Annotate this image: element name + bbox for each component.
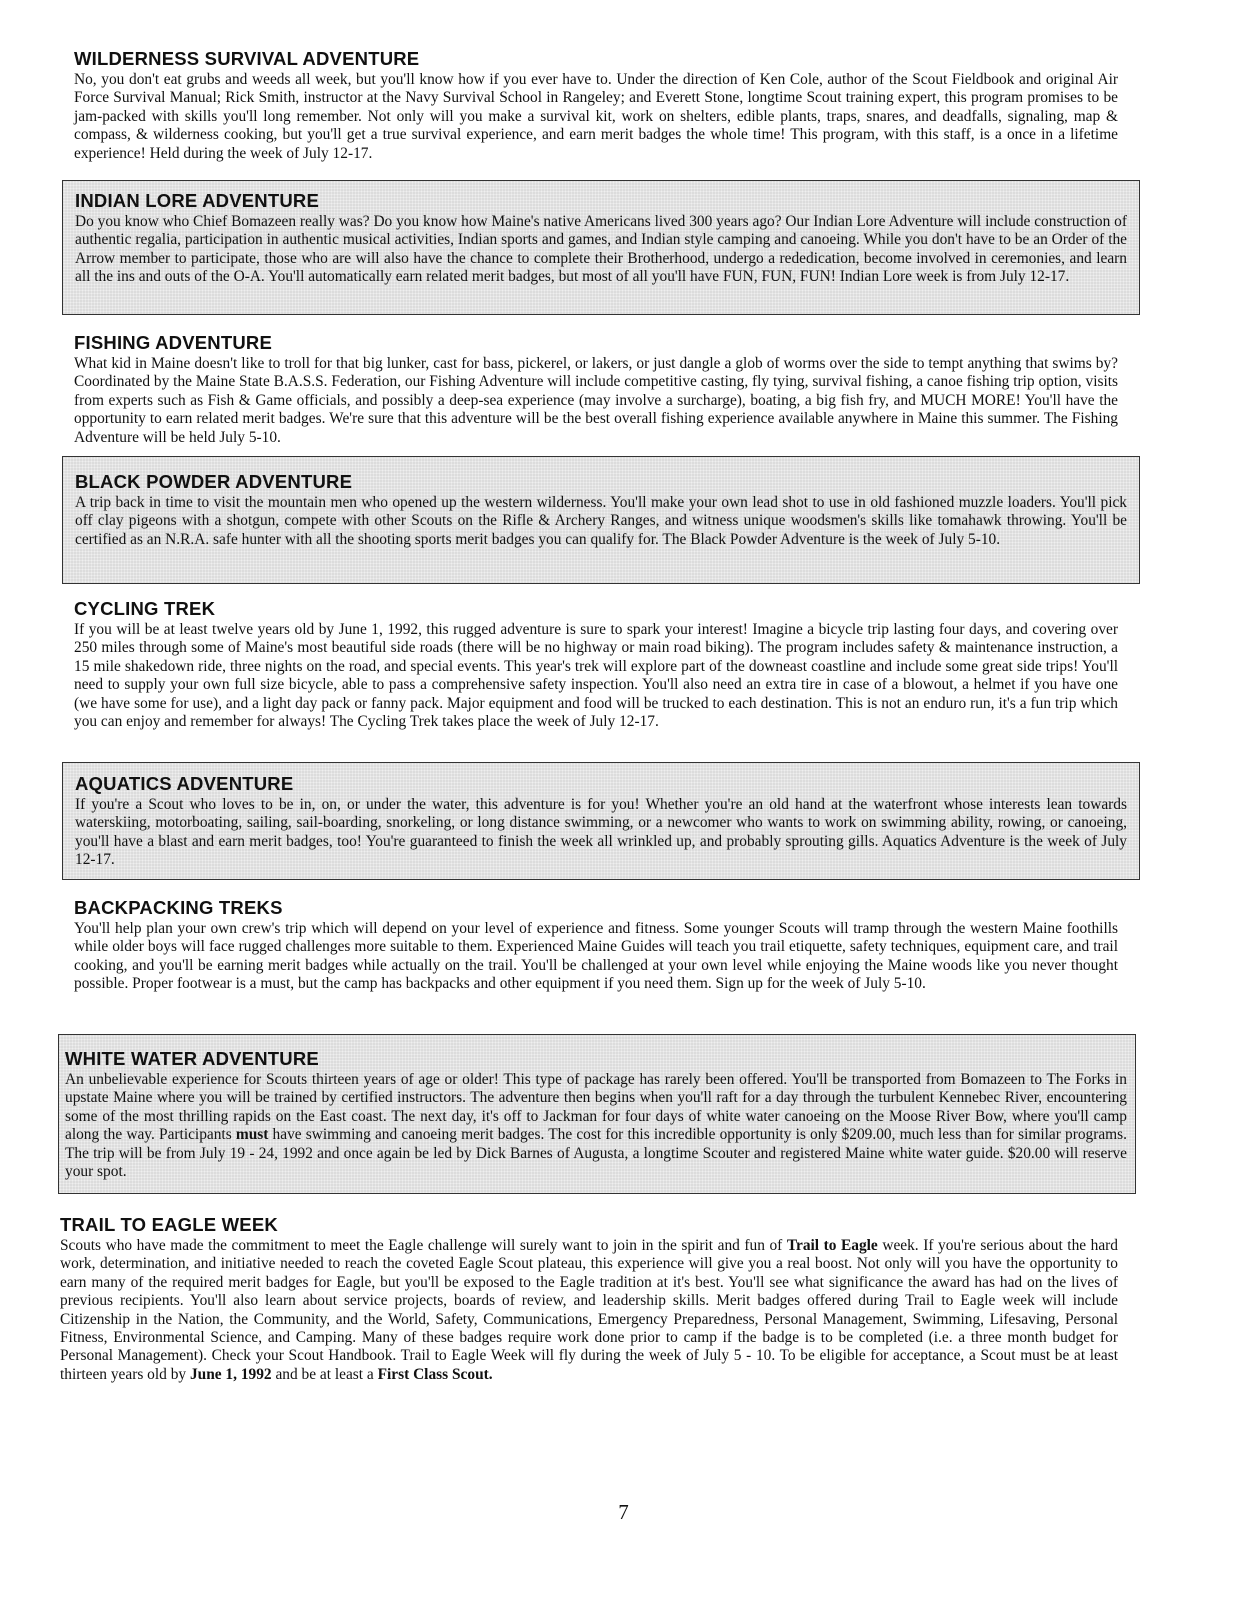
section-trail-to-eagle (60, 1214, 1118, 1384)
text-part: Scouts who have made the commitment to meet the Eagle challenge will surely want to join in the spirit and fun of (60, 1237, 787, 1254)
text-emphasis: Trail to Eagle (786, 1237, 878, 1254)
section-text: What kid in Maine doesn't like to troll for that big lunker, cast for bass, pickerel, or lakers, or just dangle a glob of worms over the side to tempt anything that swims by? Coordinated by the Maine State B.A.S.S. Federation, our Fishing Adventure will include competitive casting, fly tying, survival fishing, a canoe fishing trip option, visits from experts such as Fish & Game officials, and possibly a deep-sea experience (may involve a surcharge), boating, a big fish fry, and MUCH MORE! You'll have the opportunity to earn related merit badges. We're sure that this adventure will be the best overall fishing experience available anywhere in Maine this summer. The Fishing Adventure will be held July 5-10. (74, 355, 1118, 446)
text-part: and be at least a (271, 1365, 378, 1383)
section-title: WILDERNESS SURVIVAL ADVENTURE (74, 48, 420, 69)
section-text (60, 1237, 1118, 1384)
section-fishing (74, 332, 1118, 447)
section-cycling-trek (74, 598, 1118, 731)
section-text: A trip back in time to visit the mountain men who opened up the western wilderness. You'll make your own lead shot to use in old fashioned muzzle loaders. You'll pick off clay pigeons with a shotgun, compete with other Scouts on the Rifle & Archery Ranges, and witness unique woodsmen's skills like tomahawk throwing. You'll be certified as an N.R.A. safe hunter with all the shooting sports merit badges you can qualify for. The Black Powder Adventure is the week of July 5-10. (75, 494, 1127, 548)
section-text: No, you don't eat grubs and weeds all week, but you'll know how if you ever have to. Under the direction of Ken Cole, author of the Scout Fieldbook and original Air Force Survival Manual; Rick Smith, instructor at the Navy Survival School in Rangeley; and Everett Stone, longtime Scout training expert, this program promises to be jam-packed with skills you'll long remember. Not only will you make a survival kit, work on shelters, edible plants, traps, snares, and deadfalls, signaling, map & compass, & wilderness cooking, but you'll get a true survival experience, and earn merit badges the whole time! This program, with this staff, is a once in a lifetime experience! Held during the week of July 12-17. (74, 71, 1118, 162)
section-text: If you're a Scout who loves to be in, on, or under the water, this adventure is for you! Whether you're an old hand at the waterfront whose interests lean towards waterskiing, motorboating, sailing, sail-boarding, snorkeling, or long distance swimming, or a newcomer who wants to work on swimming ability, rowing, or canoeing, you'll have a blast and earn merit badges, too! You're guaranteed to finish the week all wrinkled up, and probably sprouting gills. Aquatics Adventure is the week of July 12-17. (75, 796, 1127, 869)
section-aquatics (62, 762, 1140, 880)
section-text (65, 1071, 1127, 1181)
section-white-water (58, 1034, 1136, 1194)
section-title: TRAIL TO EAGLE WEEK (60, 1214, 278, 1235)
section-title: WHITE WATER ADVENTURE (65, 1048, 319, 1069)
text-part: An unbelievable experience for Scouts thirteen years of age or older! This type of package has rarely been offered. You'll be transported from Bomazeen to The Forks in upstate Maine where you will be trained by certified instructors. The adventure then begins when you'll raft for a day through the turbulent Kennebec River, encountering some of the most thrilling rapids on the East coast. The next day, it's off to Jackman for four days of white water canoeing on the Moose River Bow, where you'll camp along the way. Participants (65, 1071, 1127, 1144)
text-part: have swimming and canoeing merit badges. The cost for this incredible opportunity is only $209.00, much less than for similar programs. The trip will be from July 19 - 24, 1992 and once again be led by Dick Barnes of Augusta, a longtime Scouter and registered Maine white water guide. $20.00 will reserve your spot. (65, 1126, 1127, 1181)
section-text: Do you know who Chief Bomazeen really was? Do you know how Maine's native Americans lived 300 years ago? Our Indian Lore Adventure will include construction of authentic regalia, participation in authentic musical activities, Indian sports and games, and Indian style camping and canoeing. While you don't have to be an Order of the Arrow member to participate, those who are will also have the chance to complete their Brotherhood, undergo a rededication, become involved in ceremonies, and learn all the ins and outs of the O-A. You'll automatically earn related merit badges, but most of all you'll have FUN, FUN, FUN! Indian Lore week is from July 12-17. (75, 213, 1127, 286)
section-black-powder (62, 456, 1140, 584)
text-emphasis: First Class Scout. (377, 1365, 493, 1383)
section-title: FISHING ADVENTURE (74, 332, 273, 353)
section-title: BACKPACKING TREKS (74, 897, 283, 918)
section-text: You'll help plan your own crew's trip which will depend on your level of experience and fitness. Some younger Scouts will tramp through the western Maine foothills while older boys will face rugged challenges more suitable to them. Experienced Maine Guides will teach you trail etiquette, safety techniques, equipment care, and trail cooking, and you'll be earning merit badges while actually on the trail. You'll be challenged at your own level while enjoying the Maine woods like you never thought possible. Proper footwear is a must, but the camp has backpacks and other equipment if you need them. Sign up for the week of July 5-10. (74, 920, 1118, 993)
text-emphasis: June 1, 1992 (189, 1365, 272, 1383)
section-text: If you will be at least twelve years old by June 1, 1992, this rugged adventure is sure to spark your interest! Imagine a bicycle trip lasting four days, and covering over 250 miles through some of Maine's most beautiful side roads (there will be no highway or main road biking). The program includes safety & maintenance instruction, a 15 mile shakedown ride, three nights on the road, and special events. This year's trek will explore part of the downeast coastline and include some great side trips! You'll need to supply your own full size bicycle, able to pass a comprehensive safety inspection. You'll also need an extra tire in case of a blowout, a helmet if you have one (we have some for use), and a light day pack or fanny pack. Major equipment and food will be trucked to each destination. This is not an enduro run, it's a fun trip which you can enjoy and remember for always! The Cycling Trek takes place the week of July 12-17. (74, 621, 1118, 731)
page-number: 7 (618, 1500, 629, 1524)
section-title: AQUATICS ADVENTURE (75, 773, 294, 794)
text-emphasis: must (235, 1126, 269, 1144)
section-title: BLACK POWDER ADVENTURE (75, 471, 353, 492)
section-title: CYCLING TREK (74, 598, 216, 619)
section-backpacking (74, 897, 1118, 994)
section-indian-lore (62, 180, 1140, 315)
section-title: INDIAN LORE ADVENTURE (75, 190, 320, 211)
text-part: week. If you're serious about the hard work, determination, and initiative needed to reach the coveted Eagle Scout plateau, this experience will give you a real boost. Not only will you have the opportunity to earn many of the required merit badges for Eagle, but you'll be exposed to the Eagle tradition at it's best. You'll see what significance the award has had on the lives of previous recipients. You'll also learn about service projects, boards of review, and leadership skills. Merit badges offered during Trail to Eagle week will include Citizenship in the Nation, the Community, and the World, Safety, Communications, Emergency Preparedness, Personal Management, Swimming, Lifesaving, Personal Fitness, Environmental Science, and Camping. Many of these badges require work done prior to camp if the badge is to be completed (i.e. a three month budget for Personal Management). Check your Scout Handbook. Trail to Eagle Week will fly during the week of July 5 - 10. To be eligible for acceptance, a Scout must be at least thirteen years old by (60, 1237, 1119, 1383)
section-wilderness-survival (74, 48, 1118, 163)
